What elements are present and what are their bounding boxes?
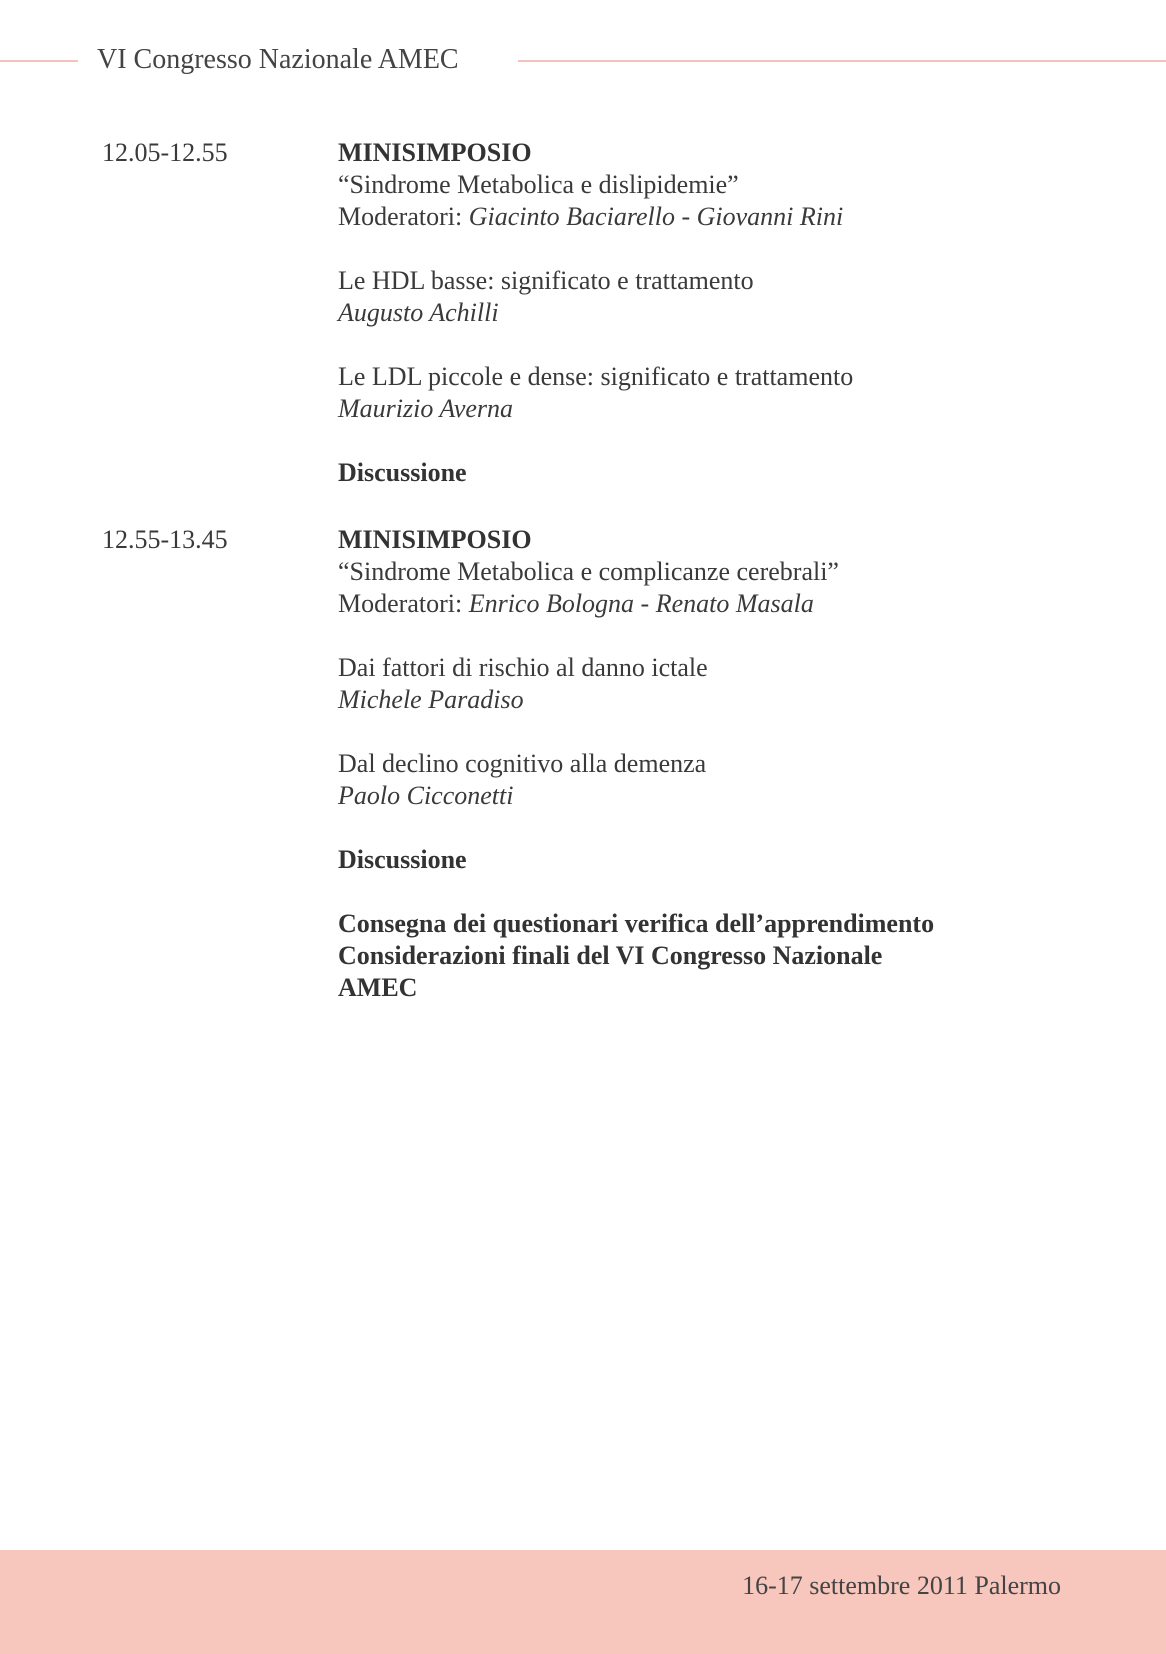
closing-line-1: Consegna dei questionari verifica dell’apprendimento xyxy=(338,909,935,938)
moderators-label: Moderatori: xyxy=(338,202,463,231)
closing-line-2: Considerazioni finali del VI Congresso Nazionale xyxy=(338,941,883,970)
talk-title: Le LDL piccole e dense: significato e trattamento xyxy=(338,362,854,391)
header-rule-left xyxy=(0,60,78,62)
talk-title: Dai fattori di rischio al danno ictale xyxy=(338,653,708,682)
talk-title: Le HDL basse: significato e trattamento xyxy=(338,266,754,295)
session-topic: “Sindrome Metabolica e dislipidemie” xyxy=(338,170,739,199)
page-footer xyxy=(0,1550,1166,1654)
talk-speaker: Michele Paradiso xyxy=(338,685,524,714)
moderators-names: Giacinto Baciarello - Giovanni Rini xyxy=(468,202,844,231)
session-time: 12.05-12.55 xyxy=(102,138,228,167)
session-topic: “Sindrome Metabolica e complicanze cerebrali” xyxy=(338,557,839,586)
footer-date-location: 16-17 settembre 2011 Palermo xyxy=(742,1571,1061,1600)
session-heading: MINISIMPOSIO xyxy=(338,138,532,167)
page-header xyxy=(0,38,1166,88)
session-content xyxy=(338,524,1098,1004)
session-moderators xyxy=(338,588,1098,620)
closing-line-3: AMEC xyxy=(338,973,418,1002)
header-title: VI Congresso Nazionale AMEC xyxy=(97,44,459,75)
header-rule-right xyxy=(518,60,1166,62)
moderators-names: Enrico Bologna - Renato Masala xyxy=(468,589,814,618)
talk-speaker: Paolo Cicconetti xyxy=(338,781,514,810)
session-content xyxy=(338,137,1098,489)
talk-speaker: Maurizio Averna xyxy=(338,394,514,423)
session-time: 12.55-13.45 xyxy=(102,525,228,554)
discussion-label: Discussione xyxy=(338,845,467,874)
talk-title: Dal declino cognitivo alla demenza xyxy=(338,749,707,778)
session-moderators xyxy=(338,201,1098,233)
discussion-label: Discussione xyxy=(338,458,467,487)
session-heading: MINISIMPOSIO xyxy=(338,525,532,554)
moderators-label: Moderatori: xyxy=(338,589,463,618)
talk-speaker: Augusto Achilli xyxy=(338,298,499,327)
